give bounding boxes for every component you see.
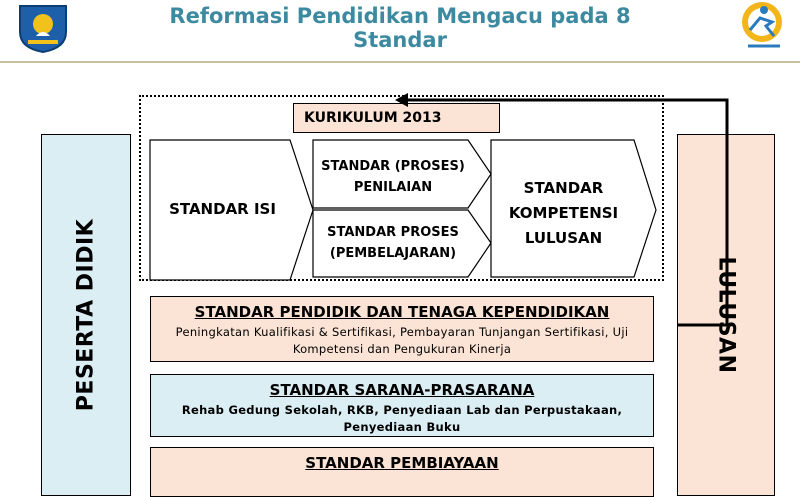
standar-isi-label: STANDAR ISI	[169, 200, 276, 218]
standar-pendidik-title: STANDAR PENDIDIK DAN TENAGA KEPENDIDIKAN	[194, 303, 610, 321]
page-title: Reformasi Pendidikan Mengacu pada 8 Standar	[169, 4, 631, 52]
penilaian-line-1: STANDAR (PROSES)	[321, 159, 465, 174]
pembelajaran-line-1: STANDAR PROSES	[327, 225, 459, 240]
feedback-arrowhead	[395, 93, 408, 107]
feedback-arrow-line	[405, 100, 727, 325]
lulusan-label: LULUSAN	[713, 256, 739, 374]
standar-pembiayaan-title: STANDAR PEMBIAYAAN	[305, 454, 499, 472]
kurikulum-2013-label: KURIKULUM 2013	[293, 103, 500, 133]
kompetensi-line-3: LULUSAN	[524, 229, 603, 247]
standar-pendidik-desc: Peningkatan Kualifikasi & Sertifikasi, Pembayaran Tunjangan Sertifikasi, Uji Kompetensi dan Pengukuran Kinerja	[175, 325, 629, 356]
standar-sarana-desc: Rehab Gedung Sekolah, RKB, Penyediaan Lab dan Perpustakaan, Penyediaan Buku	[181, 403, 623, 434]
peserta-didik-label: PESERTA DIDIK	[73, 218, 99, 412]
kompetensi-line-2: KOMPETENSI	[508, 204, 619, 222]
penilaian-line-2: PENILAIAN	[353, 180, 433, 195]
pembelajaran-line-2: (PEMBELAJARAN)	[329, 246, 457, 261]
kompetensi-line-1: STANDAR	[523, 179, 604, 197]
standar-sarana-title: STANDAR SARANA-PRASARANA	[269, 381, 535, 399]
